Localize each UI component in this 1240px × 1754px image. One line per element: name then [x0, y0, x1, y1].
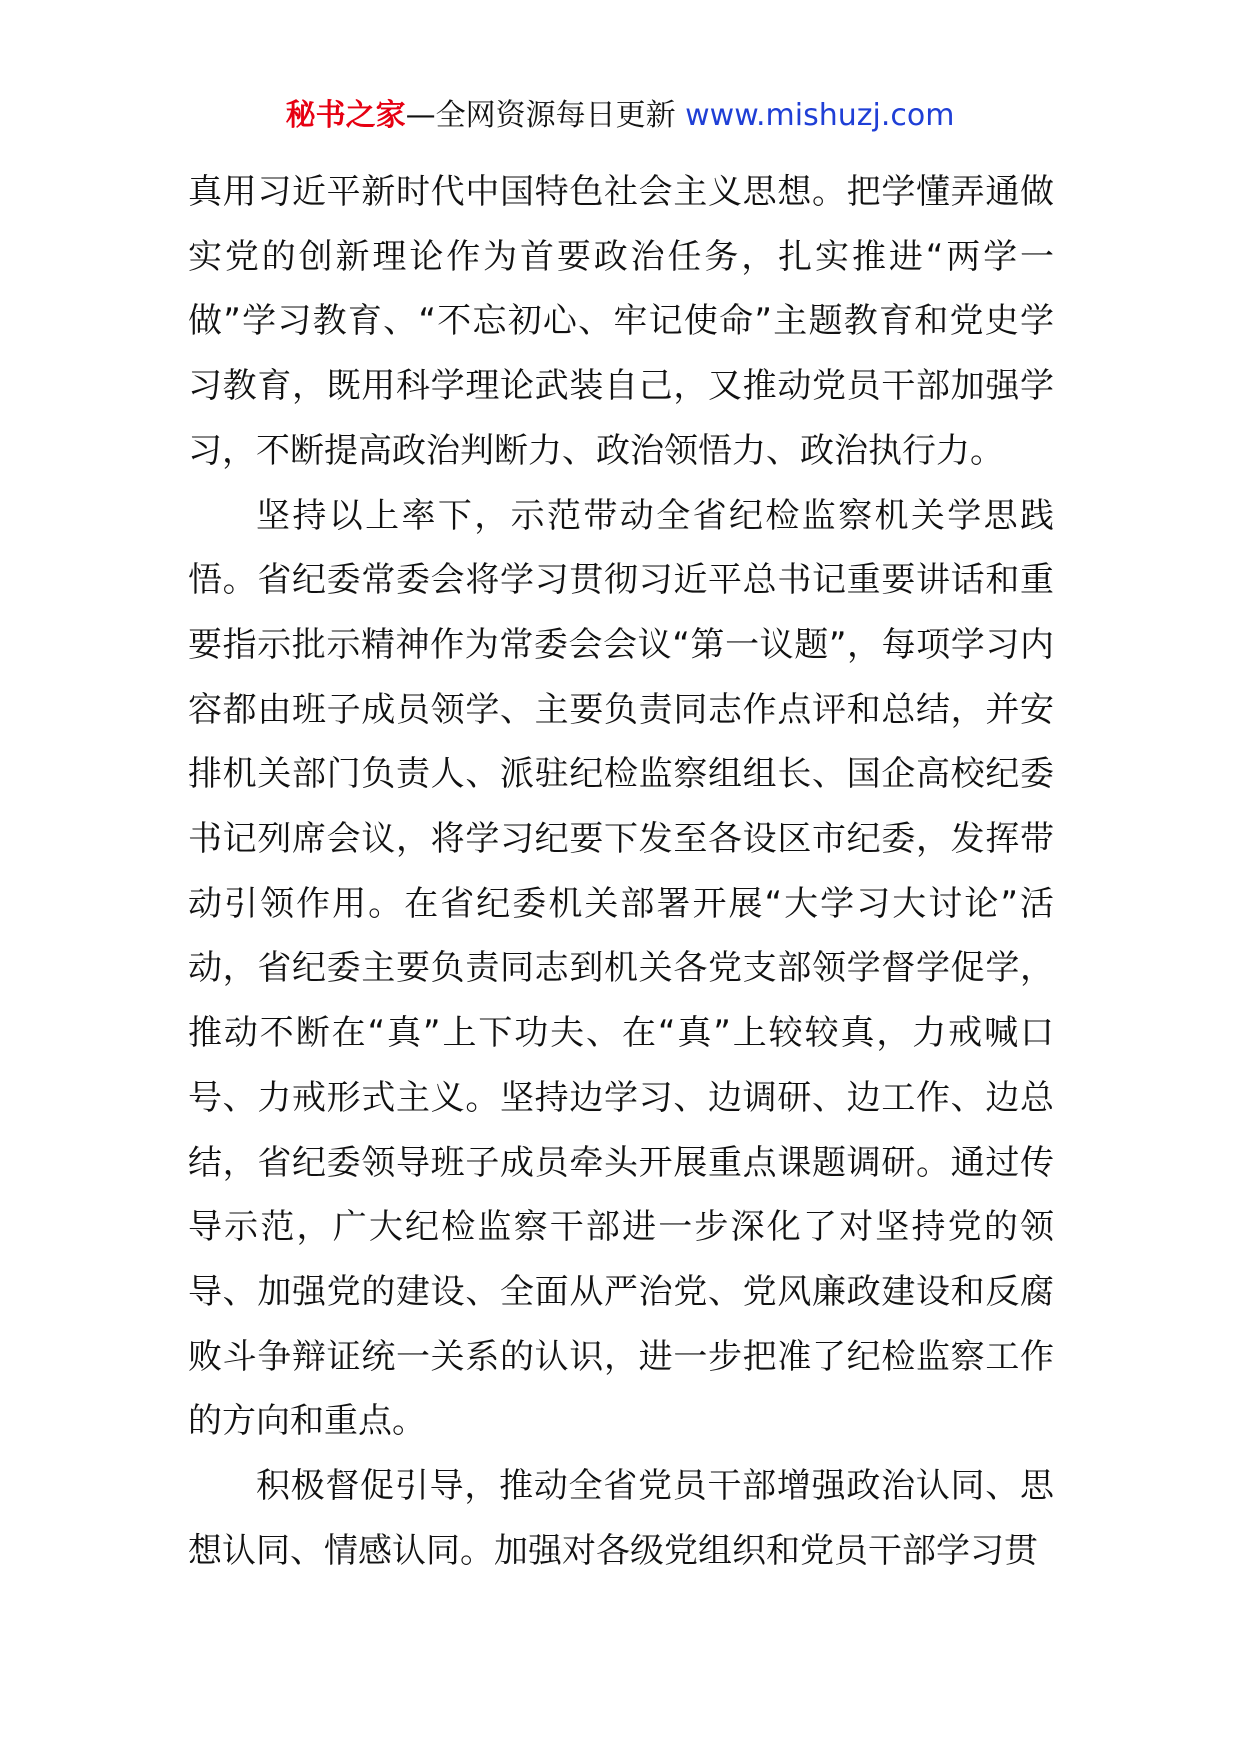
brand-name: 秘书之家: [285, 98, 406, 133]
header-tagline: —全网资源每日更新: [405, 98, 686, 133]
paragraph: 坚持以上率下，示范带动全省纪检监察机关学思践悟。省纪委常委会将学习贯彻习近平总书记重要讲话和重要指示批示精神作为常委会会议“第一议题”，每项学习内容都由班子成员领学、主要负责同志作点评和总结，并安排机关部门负责人、派驻纪检监察组组长、国企高校纪委书记列席会议，将学习纪要下发至各设区市纪委，发挥带动引领作用。在省纪委机关部署开展“大学习大讨论”活动，省纪委主要负责同志到机关各党支部领学督学促学，推动不断在“真”上下功夫、在“真”上较较真，力戒喊口号、力戒形式主义。坚持边学习、边调研、边工作、边总结，省纪委领导班子成员牵头开展重点课题调研。通过传导示范，广大纪检监察干部进一步深化了对坚持党的领导、加强党的建设、全面从严治党、党风廉政建设和反腐败斗争辩证统一关系的认识，进一步把准了纪检监察工作的方向和重点。: [188, 495, 1054, 1442]
website-link[interactable]: www.mishuzj.com: [685, 98, 955, 133]
page-header: [0, 96, 1240, 136]
paragraph-continued: 真用习近平新时代中国特色社会主义思想。把学懂弄通做实党的创新理论作为首要政治任务，扎实推进“两学一做”学习教育、“不忘初心、牢记使命”主题教育和党史学习教育，既用科学理论武装自己，又推动党员干部加强学习，不断提高政治判断力、政治领悟力、政治执行力。: [188, 172, 1054, 471]
document-body: [188, 160, 1054, 1583]
paragraph: 积极督促引导，推动全省党员干部增强政治认同、思想认同、情感认同。加强对各级党组织和党员干部学习贯: [188, 1466, 1054, 1571]
